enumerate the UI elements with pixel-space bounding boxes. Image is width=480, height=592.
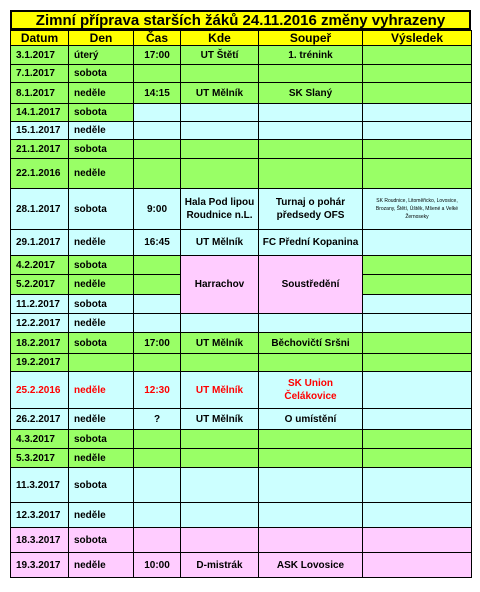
row-day: neděle bbox=[69, 230, 134, 256]
row-date: 29.1.2017 bbox=[11, 230, 69, 256]
row-place: D-mistrák bbox=[181, 553, 259, 578]
row-time bbox=[134, 295, 181, 314]
row-time bbox=[134, 528, 181, 553]
row-place: UT Mělník bbox=[181, 230, 259, 256]
row-date: 5.2.2017 bbox=[11, 275, 69, 295]
row-date: 21.1.2017 bbox=[11, 140, 69, 159]
row-day: sobota bbox=[69, 528, 134, 553]
row-opponent: Turnaj o pohár předsedy OFS bbox=[259, 189, 363, 230]
table-row bbox=[11, 430, 472, 449]
row-opponent: SK Slaný bbox=[259, 83, 363, 104]
row-place: UT Mělník bbox=[181, 409, 259, 430]
row-opponent bbox=[259, 354, 363, 372]
row-day: sobota bbox=[69, 256, 134, 275]
row-place: Hala Pod lipou Roudnice n.L. bbox=[181, 189, 259, 230]
row-date: 19.2.2017 bbox=[11, 354, 69, 372]
row-time bbox=[134, 449, 181, 468]
row-place: Harrachov bbox=[181, 256, 259, 314]
row-result bbox=[363, 159, 472, 189]
row-result bbox=[363, 275, 472, 295]
row-place bbox=[181, 449, 259, 468]
table-row bbox=[11, 83, 472, 104]
row-place: UT Mělník bbox=[181, 372, 259, 409]
row-date: 19.3.2017 bbox=[11, 553, 69, 578]
row-opponent: 1. trénink bbox=[259, 46, 363, 65]
table-row bbox=[11, 159, 472, 189]
row-result bbox=[363, 354, 472, 372]
row-place: UT Štětí bbox=[181, 46, 259, 65]
row-day: sobota bbox=[69, 189, 134, 230]
row-day: sobota bbox=[69, 140, 134, 159]
row-time bbox=[134, 65, 181, 83]
schedule-sheet bbox=[10, 10, 471, 578]
row-time bbox=[134, 140, 181, 159]
row-opponent bbox=[259, 159, 363, 189]
row-day: neděle bbox=[69, 83, 134, 104]
row-place bbox=[181, 503, 259, 528]
table-row bbox=[11, 528, 472, 553]
row-time: 10:00 bbox=[134, 553, 181, 578]
row-result bbox=[363, 430, 472, 449]
row-opponent bbox=[259, 140, 363, 159]
row-opponent bbox=[259, 468, 363, 503]
row-result bbox=[363, 372, 472, 409]
row-result bbox=[363, 449, 472, 468]
row-date: 26.2.2017 bbox=[11, 409, 69, 430]
row-time: ? bbox=[134, 409, 181, 430]
row-day: neděle bbox=[69, 409, 134, 430]
row-day: neděle bbox=[69, 275, 134, 295]
row-date: 3.1.2017 bbox=[11, 46, 69, 65]
row-place bbox=[181, 430, 259, 449]
row-day: sobota bbox=[69, 468, 134, 503]
row-result bbox=[363, 468, 472, 503]
row-day: neděle bbox=[69, 314, 134, 333]
table-row bbox=[11, 256, 472, 275]
row-day: sobota bbox=[69, 333, 134, 354]
table-row bbox=[11, 46, 472, 65]
row-date: 4.3.2017 bbox=[11, 430, 69, 449]
row-time bbox=[134, 256, 181, 275]
row-time: 14:15 bbox=[134, 83, 181, 104]
table-row bbox=[11, 189, 472, 230]
row-time: 9:00 bbox=[134, 189, 181, 230]
schedule-title: Zimní příprava starších žáků 24.11.2016 změny vyhrazeny bbox=[10, 10, 471, 30]
row-date: 8.1.2017 bbox=[11, 83, 69, 104]
row-date: 7.1.2017 bbox=[11, 65, 69, 83]
row-time: 17:00 bbox=[134, 46, 181, 65]
row-day: sobota bbox=[69, 65, 134, 83]
row-day: sobota bbox=[69, 430, 134, 449]
table-row bbox=[11, 553, 472, 578]
row-place bbox=[181, 65, 259, 83]
row-day: neděle bbox=[69, 122, 134, 140]
row-day: neděle bbox=[69, 553, 134, 578]
row-opponent bbox=[259, 104, 363, 122]
table-row bbox=[11, 354, 472, 372]
row-result bbox=[363, 528, 472, 553]
row-date: 15.1.2017 bbox=[11, 122, 69, 140]
row-time bbox=[134, 503, 181, 528]
row-opponent: O umístění bbox=[259, 409, 363, 430]
row-result bbox=[363, 553, 472, 578]
row-time bbox=[134, 354, 181, 372]
row-result bbox=[363, 104, 472, 122]
header-vysledek: Výsledek bbox=[363, 31, 472, 46]
schedule-table bbox=[10, 30, 472, 578]
table-row bbox=[11, 104, 472, 122]
table-row bbox=[11, 468, 472, 503]
row-date: 5.3.2017 bbox=[11, 449, 69, 468]
row-time: 17:00 bbox=[134, 333, 181, 354]
row-time bbox=[134, 159, 181, 189]
row-place bbox=[181, 122, 259, 140]
row-result bbox=[363, 83, 472, 104]
row-date: 25.2.2016 bbox=[11, 372, 69, 409]
row-date: 11.2.2017 bbox=[11, 295, 69, 314]
row-opponent: SK Union Čelákovice bbox=[259, 372, 363, 409]
row-opponent: FC Přední Kopanina bbox=[259, 230, 363, 256]
row-place bbox=[181, 140, 259, 159]
row-time bbox=[134, 468, 181, 503]
table-row bbox=[11, 65, 472, 83]
table-header-row bbox=[11, 31, 472, 46]
table-row bbox=[11, 140, 472, 159]
row-date: 18.2.2017 bbox=[11, 333, 69, 354]
row-day: neděle bbox=[69, 449, 134, 468]
row-time bbox=[134, 275, 181, 295]
header-den: Den bbox=[69, 31, 134, 46]
table-row bbox=[11, 333, 472, 354]
header-datum: Datum bbox=[11, 31, 69, 46]
row-date: 12.2.2017 bbox=[11, 314, 69, 333]
row-result bbox=[363, 65, 472, 83]
table-row bbox=[11, 230, 472, 256]
row-opponent bbox=[259, 449, 363, 468]
row-place bbox=[181, 314, 259, 333]
row-date: 22.1.2016 bbox=[11, 159, 69, 189]
row-result bbox=[363, 333, 472, 354]
header-cas: Čas bbox=[134, 31, 181, 46]
row-time bbox=[134, 104, 181, 122]
row-time bbox=[134, 122, 181, 140]
row-time bbox=[134, 430, 181, 449]
table-row bbox=[11, 449, 472, 468]
row-time bbox=[134, 314, 181, 333]
row-result bbox=[363, 230, 472, 256]
row-day: sobota bbox=[69, 104, 134, 122]
row-result bbox=[363, 46, 472, 65]
row-date: 11.3.2017 bbox=[11, 468, 69, 503]
row-place bbox=[181, 159, 259, 189]
row-opponent: ASK Lovosice bbox=[259, 553, 363, 578]
row-result bbox=[363, 140, 472, 159]
row-result bbox=[363, 295, 472, 314]
row-place bbox=[181, 104, 259, 122]
row-place: UT Mělník bbox=[181, 333, 259, 354]
row-result bbox=[363, 409, 472, 430]
row-day: úterý bbox=[69, 46, 134, 65]
row-opponent bbox=[259, 528, 363, 553]
row-date: 28.1.2017 bbox=[11, 189, 69, 230]
row-time: 12:30 bbox=[134, 372, 181, 409]
row-place bbox=[181, 468, 259, 503]
row-date: 12.3.2017 bbox=[11, 503, 69, 528]
row-time: 16:45 bbox=[134, 230, 181, 256]
row-place bbox=[181, 354, 259, 372]
row-result bbox=[363, 503, 472, 528]
row-opponent bbox=[259, 430, 363, 449]
table-row bbox=[11, 122, 472, 140]
row-result: SK Roudnice, Litoměřicko, Lovosice, Brozany, Štětí, Úštěk, Mšené a Velké Žernoseky bbox=[363, 189, 472, 230]
row-day: neděle bbox=[69, 159, 134, 189]
row-opponent bbox=[259, 314, 363, 333]
row-opponent bbox=[259, 503, 363, 528]
header-kde: Kde bbox=[181, 31, 259, 46]
row-date: 4.2.2017 bbox=[11, 256, 69, 275]
row-date: 18.3.2017 bbox=[11, 528, 69, 553]
row-opponent bbox=[259, 122, 363, 140]
row-place: UT Mělník bbox=[181, 83, 259, 104]
row-result bbox=[363, 256, 472, 275]
row-result bbox=[363, 314, 472, 333]
table-row bbox=[11, 409, 472, 430]
row-opponent bbox=[259, 65, 363, 83]
table-row bbox=[11, 503, 472, 528]
table-row bbox=[11, 314, 472, 333]
header-souper: Soupeř bbox=[259, 31, 363, 46]
row-result bbox=[363, 122, 472, 140]
row-day: neděle bbox=[69, 372, 134, 409]
table-row bbox=[11, 372, 472, 409]
row-place bbox=[181, 528, 259, 553]
row-opponent: Běchovičtí Sršni bbox=[259, 333, 363, 354]
row-opponent: Soustředění bbox=[259, 256, 363, 314]
row-day bbox=[69, 354, 134, 372]
row-day: neděle bbox=[69, 503, 134, 528]
row-day: sobota bbox=[69, 295, 134, 314]
row-date: 14.1.2017 bbox=[11, 104, 69, 122]
